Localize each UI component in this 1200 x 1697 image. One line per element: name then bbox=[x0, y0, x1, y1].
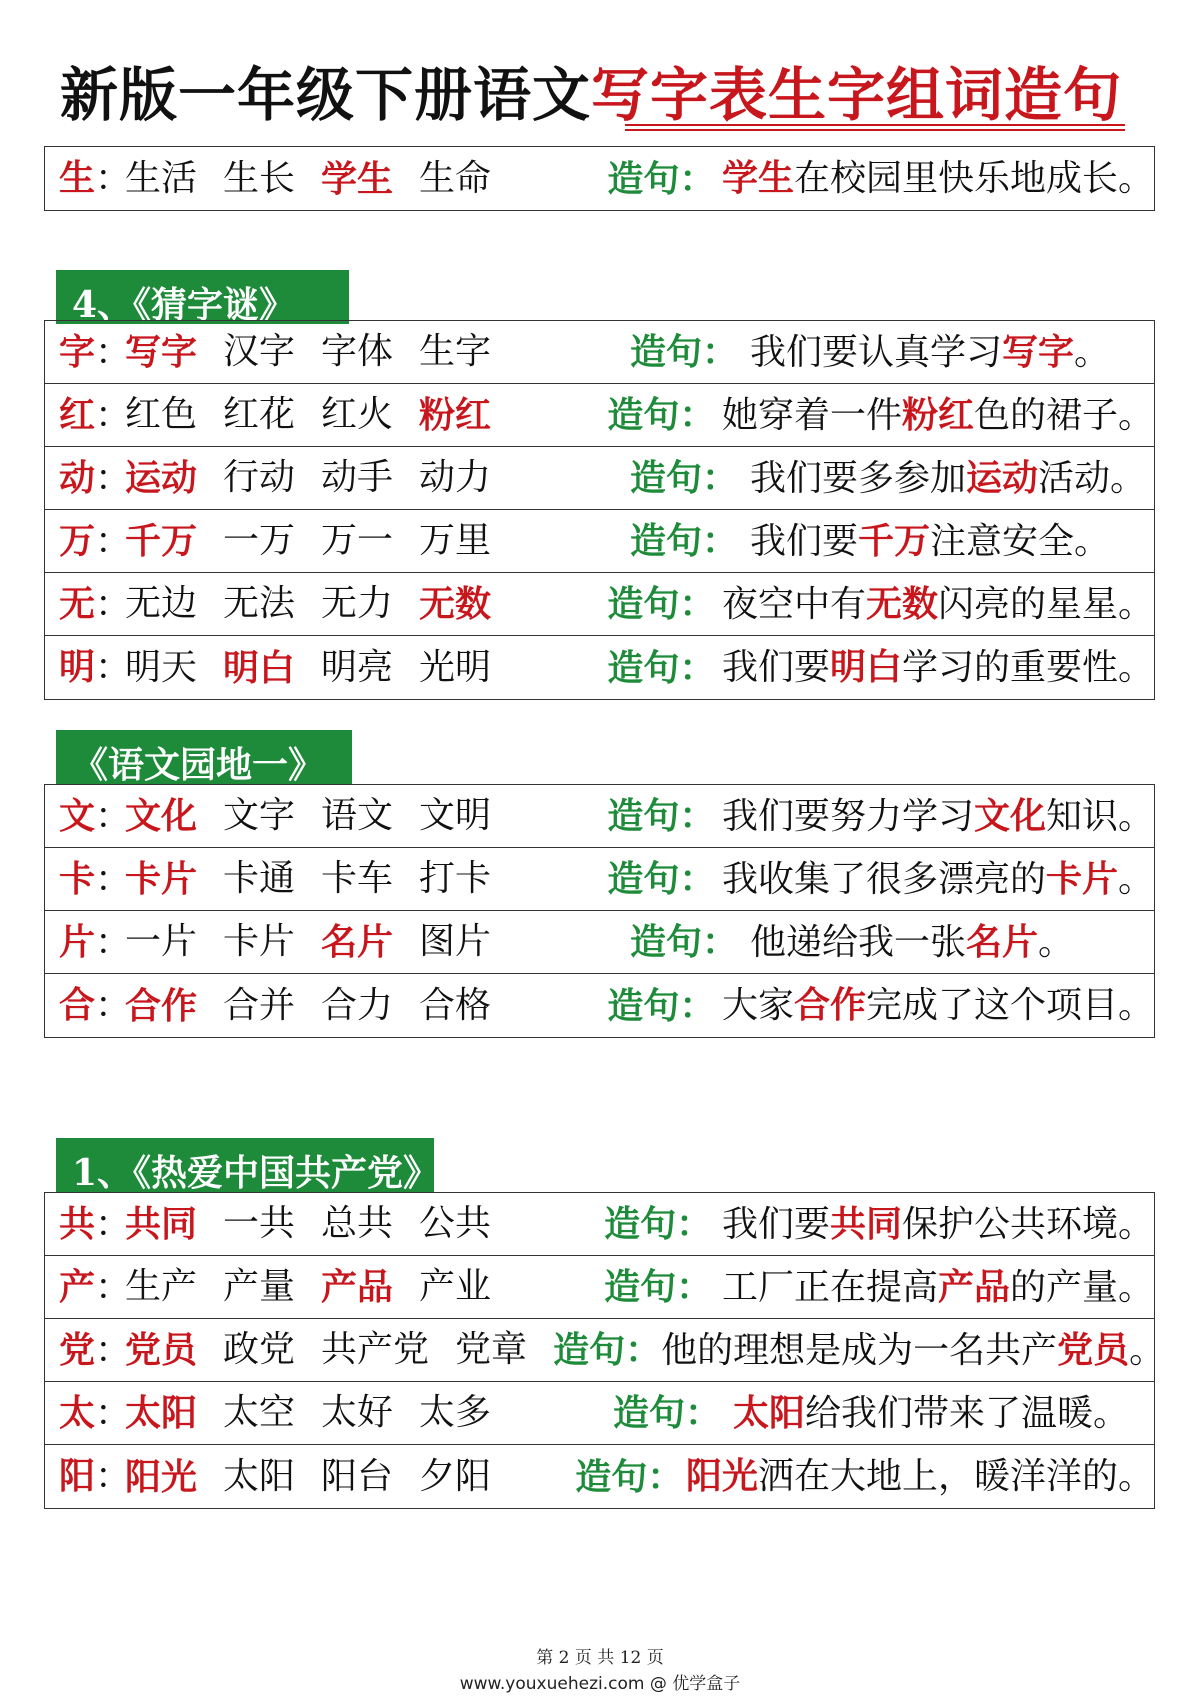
example-label-text: 造句 bbox=[607, 394, 680, 436]
sentence-part: 的产量。 bbox=[1009, 1266, 1154, 1308]
colon: ： bbox=[95, 583, 132, 625]
sentence-highlight: 产品 bbox=[937, 1265, 1010, 1308]
word-item: 卡片 bbox=[223, 921, 296, 962]
example-sentence bbox=[721, 646, 1154, 688]
word-item: 千万 bbox=[125, 520, 198, 562]
word-item: 太空 bbox=[223, 1392, 296, 1433]
target-char: 红 bbox=[59, 393, 96, 436]
target-char: 字 bbox=[59, 330, 96, 373]
sentence-part: 知识。 bbox=[1045, 795, 1154, 837]
word-item: 打卡 bbox=[419, 858, 492, 899]
example-label bbox=[630, 331, 750, 373]
word-item: 无法 bbox=[223, 583, 296, 624]
word-item: 产量 bbox=[223, 1266, 296, 1307]
example-sentence bbox=[750, 920, 1154, 963]
word-item: 生产 bbox=[125, 1266, 198, 1307]
section-heading-yu-wen-yuan-di: 《语文园地一》 bbox=[56, 730, 352, 784]
sentence-highlight: 粉红 bbox=[901, 393, 974, 436]
word-item: 阳台 bbox=[321, 1455, 394, 1497]
target-char: 片 bbox=[59, 920, 96, 963]
example-label bbox=[553, 1329, 662, 1371]
sentence-highlight: 运动 bbox=[966, 456, 1039, 499]
target-char: 动 bbox=[59, 456, 96, 499]
example-colon: ： bbox=[647, 1455, 684, 1498]
sentence-part: 。 bbox=[1038, 921, 1075, 963]
word-item: 党章 bbox=[455, 1329, 528, 1370]
example-sentence bbox=[750, 519, 1154, 562]
example-label bbox=[607, 984, 722, 1027]
char-cell bbox=[45, 920, 132, 963]
example-label bbox=[607, 795, 722, 837]
example-label bbox=[607, 646, 722, 689]
sentence-highlight: 名片 bbox=[966, 920, 1039, 963]
sentence-part: 闪亮的星星。 bbox=[937, 583, 1154, 625]
example-label-text: 造句 bbox=[630, 457, 703, 499]
word-item: 公共 bbox=[419, 1203, 492, 1244]
table-row bbox=[45, 785, 1154, 848]
sentence-part: 给我们带来了温暖。 bbox=[805, 1392, 1130, 1434]
word-item: 明天 bbox=[125, 646, 198, 688]
vocab-table-sheng bbox=[44, 146, 1155, 211]
word-item: 文化 bbox=[125, 795, 198, 837]
word-list bbox=[125, 157, 607, 200]
colon: ： bbox=[95, 1266, 132, 1308]
word-item: 文字 bbox=[223, 795, 296, 836]
colon: ： bbox=[95, 1392, 132, 1434]
table-row bbox=[45, 974, 1154, 1037]
example-sentence bbox=[721, 1265, 1154, 1308]
example-label bbox=[630, 457, 750, 499]
example-colon: ： bbox=[685, 1392, 722, 1434]
word-list bbox=[125, 646, 607, 689]
word-item: 生活 bbox=[125, 157, 198, 199]
char-cell bbox=[45, 456, 132, 499]
word-item: 动手 bbox=[321, 457, 394, 498]
table-row bbox=[45, 911, 1154, 974]
example-label-text: 造句 bbox=[630, 331, 703, 373]
colon: ： bbox=[95, 795, 132, 837]
vocab-table-cai-zi-mi bbox=[44, 320, 1155, 700]
word-item: 生命 bbox=[419, 157, 492, 199]
colon: ： bbox=[95, 985, 132, 1026]
target-char: 明 bbox=[59, 646, 96, 688]
sentence-highlight: 合作 bbox=[793, 984, 866, 1026]
sentence-part: 完成了这个项目。 bbox=[865, 985, 1154, 1026]
word-list bbox=[125, 984, 607, 1027]
word-item: 字体 bbox=[321, 331, 394, 372]
char-cell bbox=[45, 984, 132, 1026]
example-sentence bbox=[721, 582, 1154, 625]
sentence-part: 工厂正在提高 bbox=[721, 1266, 938, 1308]
title-underline bbox=[625, 124, 1125, 131]
word-item: 红火 bbox=[321, 394, 394, 435]
char-cell bbox=[45, 794, 132, 837]
char-cell bbox=[45, 157, 132, 199]
colon: ： bbox=[95, 394, 132, 436]
example-label bbox=[607, 394, 722, 436]
word-item: 一片 bbox=[125, 921, 198, 962]
example-label-text: 造句 bbox=[630, 921, 703, 963]
colon: ： bbox=[95, 331, 132, 373]
example-label bbox=[607, 583, 722, 625]
target-char: 合 bbox=[59, 984, 96, 1026]
word-list bbox=[125, 1392, 613, 1434]
word-item: 合并 bbox=[223, 984, 296, 1026]
sentence-part: 他的理想是成为一名共产 bbox=[661, 1329, 1058, 1371]
word-list bbox=[125, 795, 607, 837]
colon: ： bbox=[95, 647, 132, 688]
word-item: 图片 bbox=[419, 921, 492, 962]
section-heading-re-ai-zhong-guo: 1、《热爱中国共产党》 bbox=[56, 1138, 434, 1192]
word-list bbox=[125, 921, 630, 963]
example-label-text: 造句 bbox=[553, 1329, 626, 1371]
vocab-table-re-ai-zhong-guo bbox=[44, 1192, 1166, 1509]
example-colon: ： bbox=[676, 1266, 713, 1308]
word-item: 一共 bbox=[223, 1203, 296, 1244]
example-sentence bbox=[685, 1455, 1154, 1497]
page-number: 第 2 页 共 12 页 bbox=[536, 1648, 664, 1668]
word-item: 无边 bbox=[125, 583, 198, 624]
example-colon: ： bbox=[679, 646, 716, 689]
sentence-part: 。 bbox=[1129, 1329, 1166, 1371]
word-item: 共同 bbox=[125, 1203, 198, 1245]
example-sentence bbox=[750, 330, 1154, 373]
example-sentence bbox=[721, 393, 1154, 436]
sentence-highlight: 写字 bbox=[1002, 330, 1075, 373]
example-label-text: 造句 bbox=[607, 984, 680, 1027]
word-item: 合作 bbox=[125, 984, 198, 1027]
word-item: 无数 bbox=[419, 583, 492, 625]
sentence-highlight: 党员 bbox=[1057, 1328, 1130, 1371]
sentence-part: 注意安全。 bbox=[930, 520, 1111, 562]
word-item: 太好 bbox=[321, 1392, 394, 1433]
target-char: 文 bbox=[59, 794, 96, 837]
title-black-part: 新版一年级下册语文 bbox=[60, 61, 592, 129]
word-item: 太多 bbox=[419, 1392, 492, 1433]
target-char: 万 bbox=[59, 519, 96, 562]
char-cell bbox=[45, 519, 132, 562]
example-sentence bbox=[721, 157, 1154, 199]
sentence-part: 。 bbox=[1074, 331, 1111, 373]
word-item: 动力 bbox=[419, 457, 492, 498]
sentence-part: 我收集了很多漂亮的 bbox=[721, 858, 1046, 900]
sentence-part: 我们要努力学习 bbox=[721, 795, 974, 837]
title-red-part: 写字表生字组词造句 bbox=[591, 61, 1123, 129]
example-label-text: 造句 bbox=[607, 646, 680, 689]
example-colon: ： bbox=[679, 858, 716, 900]
sentence-part: 我们要多参加 bbox=[750, 457, 967, 499]
word-item: 卡车 bbox=[321, 858, 394, 899]
table-row bbox=[45, 510, 1154, 573]
example-label-text: 造句 bbox=[613, 1392, 686, 1434]
word-list bbox=[125, 1455, 575, 1498]
sentence-part: 保护公共环境。 bbox=[901, 1203, 1154, 1245]
colon: ： bbox=[95, 1456, 132, 1497]
word-item: 红色 bbox=[125, 394, 198, 435]
word-list bbox=[125, 331, 630, 373]
example-sentence bbox=[661, 1328, 1166, 1371]
example-colon: ： bbox=[679, 583, 716, 625]
example-sentence bbox=[721, 857, 1154, 900]
sentence-highlight: 阳光 bbox=[685, 1455, 758, 1497]
word-item: 一万 bbox=[223, 520, 296, 561]
sentence-part: 学习的重要性。 bbox=[901, 647, 1154, 688]
colon: ： bbox=[95, 158, 132, 199]
sentence-part: 我们要 bbox=[721, 1203, 830, 1245]
example-label-text: 造句 bbox=[575, 1455, 648, 1498]
word-item: 文明 bbox=[419, 795, 492, 836]
word-item: 写字 bbox=[125, 331, 198, 373]
vocab-table-yu-wen-yuan-di bbox=[44, 784, 1155, 1038]
word-item: 政党 bbox=[223, 1329, 296, 1370]
word-item: 卡通 bbox=[223, 858, 296, 899]
char-cell bbox=[45, 1391, 132, 1434]
sentence-part: 夜空中有 bbox=[721, 583, 866, 625]
example-label bbox=[607, 858, 722, 900]
sentence-part: 她穿着一件 bbox=[721, 394, 902, 436]
table-row bbox=[45, 384, 1154, 447]
example-label bbox=[607, 157, 722, 200]
example-label bbox=[575, 1455, 686, 1498]
example-label bbox=[630, 921, 750, 963]
table-row bbox=[45, 1256, 1154, 1319]
word-item: 合力 bbox=[321, 984, 394, 1026]
sentence-part: 我们要认真学习 bbox=[750, 331, 1003, 373]
example-label-text: 造句 bbox=[604, 1266, 677, 1308]
word-item: 太阳 bbox=[125, 1392, 198, 1434]
target-char: 生 bbox=[59, 157, 96, 199]
word-item: 生长 bbox=[223, 157, 296, 199]
word-item: 生字 bbox=[419, 331, 492, 372]
target-char: 太 bbox=[59, 1391, 96, 1434]
table-row bbox=[45, 1445, 1154, 1508]
word-item: 夕阳 bbox=[419, 1455, 492, 1497]
sentence-highlight: 太阳 bbox=[733, 1391, 806, 1434]
example-colon: ： bbox=[679, 984, 716, 1027]
sentence-part: 大家 bbox=[721, 985, 794, 1026]
table-row bbox=[45, 1193, 1154, 1256]
word-item: 太阳 bbox=[223, 1455, 296, 1497]
char-cell bbox=[45, 646, 132, 688]
sentence-highlight: 明白 bbox=[829, 646, 902, 688]
section-heading-cai-zi-mi: 4、《猜字谜》 bbox=[56, 270, 349, 324]
char-cell bbox=[45, 582, 132, 625]
word-item: 总共 bbox=[321, 1203, 394, 1244]
word-item: 党员 bbox=[125, 1329, 198, 1371]
example-label bbox=[604, 1266, 722, 1308]
example-colon: ： bbox=[702, 457, 739, 499]
word-list bbox=[125, 1329, 553, 1371]
example-colon: ： bbox=[702, 921, 739, 963]
word-item: 共产党 bbox=[321, 1329, 430, 1370]
word-list bbox=[125, 858, 607, 900]
example-label bbox=[604, 1203, 722, 1245]
word-list bbox=[125, 520, 630, 562]
word-item: 语文 bbox=[321, 795, 394, 836]
word-item: 卡片 bbox=[125, 858, 198, 900]
colon: ： bbox=[95, 457, 132, 499]
word-item: 行动 bbox=[223, 457, 296, 498]
word-item: 产品 bbox=[321, 1266, 394, 1308]
char-cell bbox=[45, 393, 132, 436]
target-char: 卡 bbox=[59, 857, 96, 900]
sentence-highlight: 千万 bbox=[858, 519, 931, 562]
example-colon: ： bbox=[702, 520, 739, 562]
table-row bbox=[45, 1319, 1166, 1382]
sentence-part: 在校园里快乐地成长。 bbox=[793, 158, 1154, 199]
colon: ： bbox=[95, 1203, 132, 1245]
example-label bbox=[613, 1392, 733, 1434]
word-list bbox=[125, 1203, 604, 1245]
char-cell bbox=[45, 857, 132, 900]
example-label-text: 造句 bbox=[607, 795, 680, 837]
char-cell bbox=[45, 1328, 132, 1371]
sentence-part: 我们要 bbox=[750, 520, 859, 562]
char-cell bbox=[45, 330, 132, 373]
sentence-part: 活动。 bbox=[1038, 457, 1147, 499]
word-item: 学生 bbox=[321, 157, 394, 200]
sentence-highlight: 共同 bbox=[829, 1202, 902, 1245]
table-row bbox=[45, 447, 1154, 510]
colon: ： bbox=[95, 1329, 132, 1371]
target-char: 党 bbox=[59, 1328, 96, 1371]
table-row bbox=[45, 636, 1154, 699]
example-sentence bbox=[733, 1391, 1154, 1434]
example-label-text: 造句 bbox=[604, 1203, 677, 1245]
example-label bbox=[630, 520, 750, 562]
word-list bbox=[125, 457, 630, 499]
word-item: 红花 bbox=[223, 394, 296, 435]
target-char: 共 bbox=[59, 1202, 96, 1245]
example-colon: ： bbox=[702, 331, 739, 373]
example-colon: ： bbox=[679, 795, 716, 837]
word-item: 阳光 bbox=[125, 1455, 198, 1498]
colon: ： bbox=[95, 858, 132, 900]
example-label-text: 造句 bbox=[630, 520, 703, 562]
word-item: 粉红 bbox=[419, 394, 492, 436]
table-row bbox=[45, 1382, 1154, 1445]
sentence-highlight: 无数 bbox=[865, 582, 938, 625]
sentence-part: 我们要 bbox=[721, 647, 830, 688]
word-item: 无力 bbox=[321, 583, 394, 624]
word-list bbox=[125, 1266, 604, 1308]
example-sentence bbox=[721, 1202, 1154, 1245]
word-item: 汉字 bbox=[223, 331, 296, 372]
char-cell bbox=[45, 1265, 132, 1308]
example-colon: ： bbox=[625, 1329, 662, 1371]
example-colon: ： bbox=[679, 394, 716, 436]
example-sentence bbox=[750, 456, 1154, 499]
example-sentence bbox=[721, 794, 1154, 837]
table-row bbox=[45, 147, 1154, 210]
table-row bbox=[45, 573, 1154, 636]
word-list bbox=[125, 394, 607, 436]
sentence-highlight: 文化 bbox=[973, 794, 1046, 837]
target-char: 产 bbox=[59, 1265, 96, 1308]
word-list bbox=[125, 583, 607, 625]
word-item: 运动 bbox=[125, 457, 198, 499]
word-item: 明白 bbox=[223, 646, 296, 689]
sentence-part: 。 bbox=[1117, 858, 1154, 900]
sentence-part: 他递给我一张 bbox=[750, 921, 967, 963]
sentence-highlight: 卡片 bbox=[1045, 857, 1118, 900]
word-item: 合格 bbox=[419, 984, 492, 1026]
colon: ： bbox=[95, 520, 132, 562]
site-watermark: www.youxuehezi.com @ 优学盒子 bbox=[459, 1674, 741, 1694]
sentence-part: 洒在大地上，暖洋洋的。 bbox=[757, 1456, 1154, 1497]
table-row bbox=[45, 848, 1154, 911]
target-char: 阳 bbox=[59, 1455, 96, 1497]
example-colon: ： bbox=[679, 157, 716, 200]
example-label-text: 造句 bbox=[607, 858, 680, 900]
colon: ： bbox=[95, 921, 132, 963]
table-row bbox=[45, 321, 1154, 384]
sentence-highlight: 学生 bbox=[721, 157, 794, 199]
target-char: 无 bbox=[59, 582, 96, 625]
word-item: 万一 bbox=[321, 520, 394, 561]
example-sentence bbox=[721, 984, 1154, 1026]
sentence-part: 色的裙子。 bbox=[973, 394, 1154, 436]
word-item: 万里 bbox=[419, 520, 492, 561]
word-item: 产业 bbox=[419, 1266, 492, 1307]
char-cell bbox=[45, 1455, 132, 1497]
word-item: 名片 bbox=[321, 921, 394, 963]
example-label-text: 造句 bbox=[607, 157, 680, 200]
word-item: 光明 bbox=[419, 646, 492, 688]
example-label-text: 造句 bbox=[607, 583, 680, 625]
char-cell bbox=[45, 1202, 132, 1245]
example-colon: ： bbox=[676, 1203, 713, 1245]
word-item: 明亮 bbox=[321, 646, 394, 688]
